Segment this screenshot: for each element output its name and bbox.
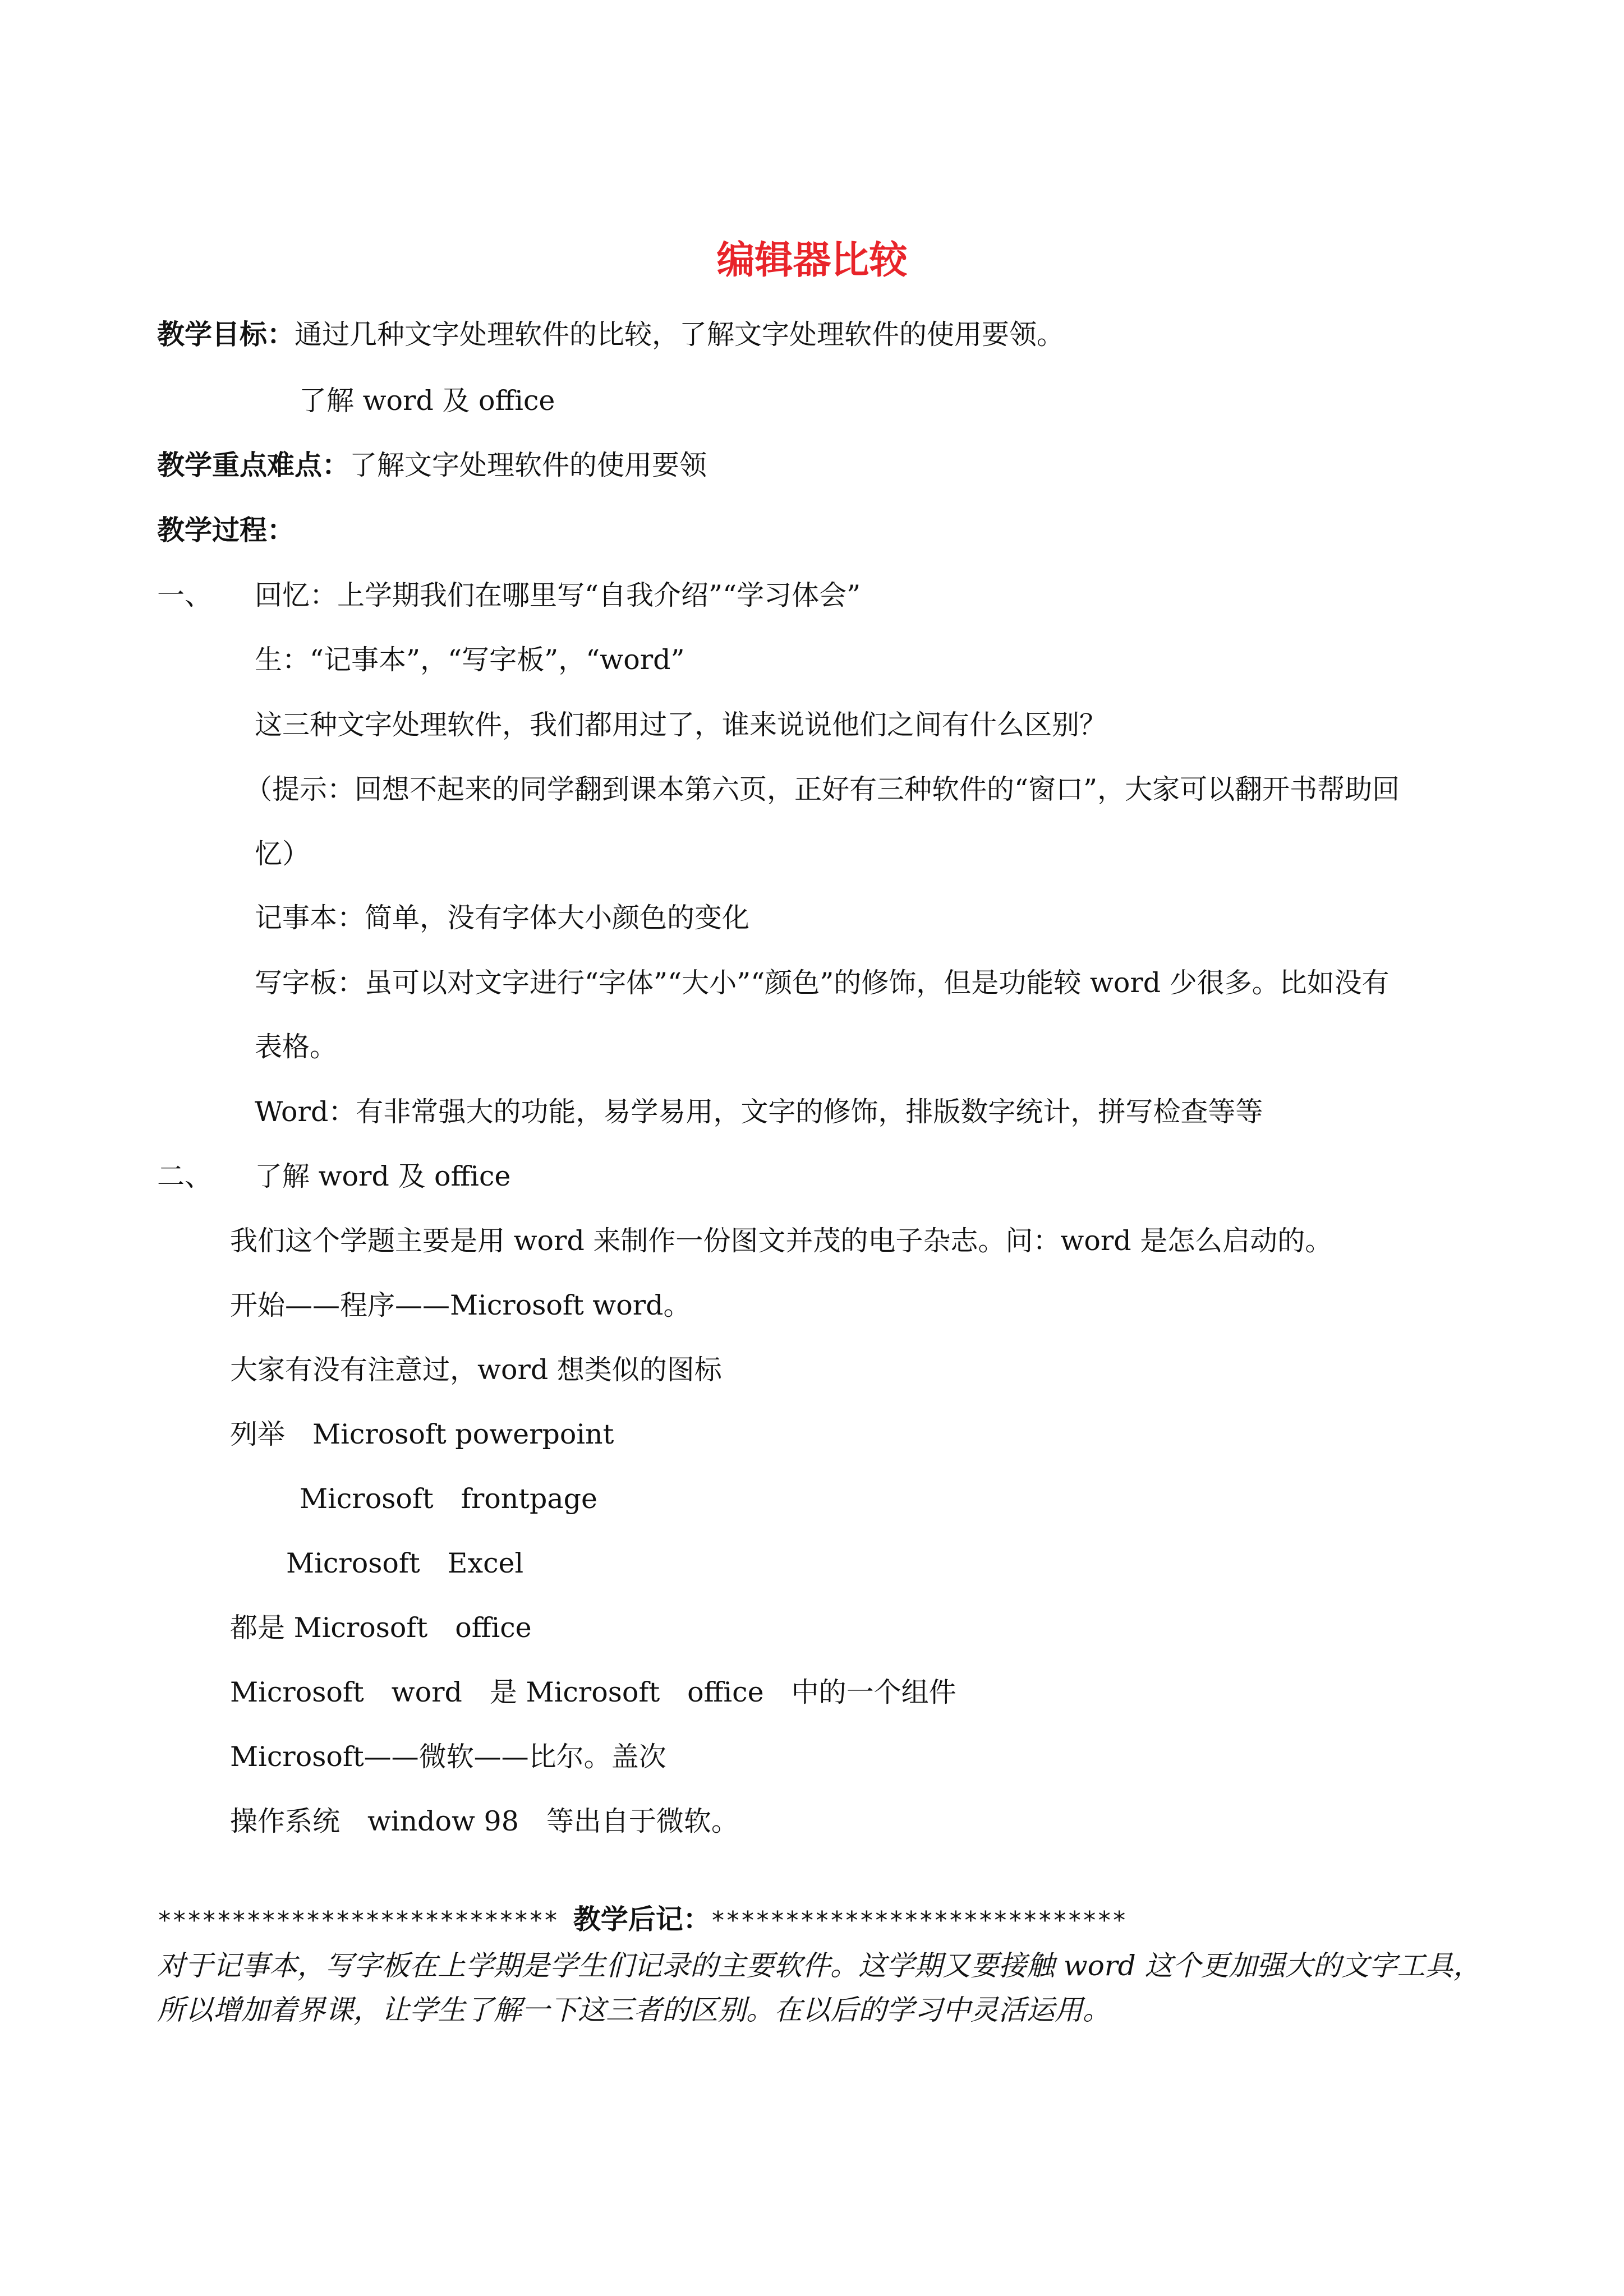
- section2-line: 操作系统 window 98 等出自于微软。: [230, 1805, 739, 1837]
- document-title: 编辑器比较: [716, 238, 908, 283]
- section2-heading: 了解 word 及 office: [255, 1160, 511, 1192]
- section1-line: 记事本：简单，没有字体大小颜色的变化: [255, 902, 750, 934]
- process-label: 教学过程：: [157, 514, 295, 546]
- section2-line: 都是 Microsoft office: [230, 1612, 532, 1644]
- section2-line: Microsoft frontpage: [300, 1483, 597, 1515]
- key-points-line: [157, 449, 707, 482]
- section1-number: 一、: [157, 579, 213, 611]
- objective-label: 教学目标：: [157, 319, 295, 351]
- section2-number: 二、: [157, 1160, 213, 1192]
- afterword-header: [157, 1903, 1127, 1937]
- section1-heading-line: [157, 579, 861, 612]
- section1-line: 写字板：虽可以对文字进行“字体”“大小”“颜色”的修饰，但是功能较 word 少很多。比如没有: [255, 967, 1390, 999]
- section1-line: （提示：回想不起来的同学翻到课本第六页，正好有三种软件的“窗口”，大家可以翻开书帮助回: [245, 773, 1400, 805]
- afterword-line: 对于记事本，写字板在上学期是学生们记录的主要软件。这学期又要接触 word 这个更加强大的文字工具，: [157, 1949, 1482, 1982]
- key-points-label: 教学重点难点：: [157, 449, 350, 481]
- section1-line: Word：有非常强大的功能，易学易用，文字的修饰，排版数字统计，拼写检查等等: [255, 1096, 1263, 1128]
- section1-line: 表格。: [255, 1031, 338, 1063]
- section2-line: Microsoft Excel: [286, 1547, 524, 1579]
- section1-line: 这三种文字处理软件，我们都用过了，谁来说说他们之间有什么区别？: [255, 709, 1107, 741]
- stars-left: ***************************: [157, 1906, 559, 1935]
- section2-line: 开始——程序——Microsoft word。: [230, 1289, 691, 1321]
- section1-line: 忆）: [255, 838, 310, 870]
- objective-text-2: 了解 word 及 office: [299, 385, 555, 417]
- section2-line: Microsoft——微软——比尔。盖次: [230, 1741, 666, 1773]
- key-points-text: 了解文字处理软件的使用要领: [349, 449, 707, 481]
- section2-line: 大家有没有注意过，word 想类似的图标: [230, 1354, 722, 1386]
- section2-line: Microsoft word 是 Microsoft office 中的一个组件: [230, 1676, 956, 1708]
- afterword-label: 教学后记：: [573, 1903, 711, 1935]
- stars-right: ****************************: [710, 1906, 1127, 1935]
- afterword-line: 所以增加着界课，让学生了解一下这三者的区别。在以后的学习中灵活运用。: [157, 1994, 1111, 2026]
- objective-line: [157, 319, 1064, 351]
- section2-line: 列举 Microsoft powerpoint: [230, 1418, 614, 1450]
- section1-line: 生：“记事本”，“写字板”，“word”: [255, 644, 685, 676]
- section2-line: 我们这个学题主要是用 word 来制作一份图文并茂的电子杂志。问：word 是怎么启动的。: [230, 1225, 1333, 1257]
- section2-heading-line: [157, 1160, 510, 1193]
- section1-heading: 回忆：上学期我们在哪里写“自我介绍”“学习体会”: [255, 579, 861, 611]
- objective-text: 通过几种文字处理软件的比较，了解文字处理软件的使用要领。: [295, 319, 1065, 351]
